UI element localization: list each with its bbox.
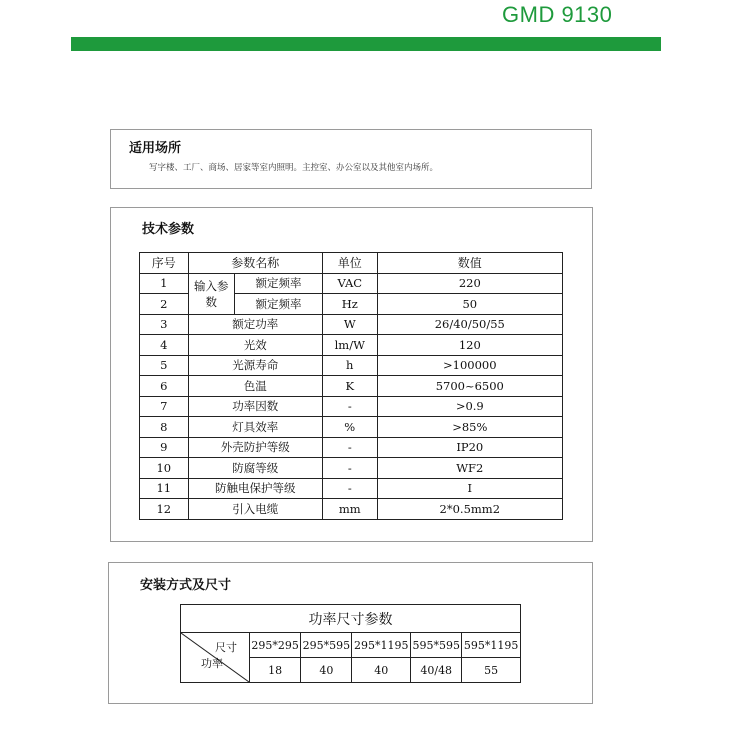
row-unit: lm/W: [322, 335, 377, 356]
size-cell: 595*595: [411, 633, 462, 658]
table-row: [140, 499, 563, 520]
row-value: >85%: [377, 417, 562, 438]
row-unit: -: [322, 458, 377, 479]
row-no: 6: [140, 376, 189, 397]
table-row: [140, 335, 563, 356]
power-size-title: 功率尺寸参数: [181, 605, 521, 633]
row-no: 9: [140, 437, 189, 458]
table-row: [140, 355, 563, 376]
row-unit: Hz: [322, 294, 377, 315]
row-name: 额定功率: [188, 314, 322, 335]
table-row: [140, 273, 563, 294]
row-no: 3: [140, 314, 189, 335]
table-row: [140, 437, 563, 458]
row-value: >100000: [377, 355, 562, 376]
row-no: 11: [140, 478, 189, 499]
row-unit: %: [322, 417, 377, 438]
row-name: 引入电缆: [188, 499, 322, 520]
row-value: WF2: [377, 458, 562, 479]
row-unit: mm: [322, 499, 377, 520]
row-no: 5: [140, 355, 189, 376]
header-value: 数值: [377, 253, 562, 274]
row-value: 2*0.5mm2: [377, 499, 562, 520]
row-no: 2: [140, 294, 189, 315]
install-title: 安装方式及尺寸: [140, 578, 232, 593]
corner-power-label: 功率: [201, 657, 223, 670]
row-unit: K: [322, 376, 377, 397]
row-unit: -: [322, 478, 377, 499]
row-name: 外壳防护等级: [188, 437, 322, 458]
row-value: >0.9: [377, 396, 562, 417]
row-name: 额定频率: [235, 273, 323, 294]
row-value: 220: [377, 273, 562, 294]
specs-title: 技术参数: [142, 222, 195, 237]
row-unit: -: [322, 437, 377, 458]
application-section: [110, 129, 592, 189]
row-no: 12: [140, 499, 189, 520]
row-value: IP20: [377, 437, 562, 458]
row-no: 8: [140, 417, 189, 438]
power-size-table: [180, 604, 521, 683]
table-row: [140, 417, 563, 438]
size-cell: 595*1195: [462, 633, 521, 658]
row-value: 5700~6500: [377, 376, 562, 397]
table-row: [140, 396, 563, 417]
specs-header-row: [140, 253, 563, 274]
row-unit: W: [322, 314, 377, 335]
row-value: 50: [377, 294, 562, 315]
row-no: 1: [140, 273, 189, 294]
row-name: 光效: [188, 335, 322, 356]
table-row: [140, 458, 563, 479]
size-cell: 295*1195: [352, 633, 411, 658]
power-cell: 40: [301, 658, 352, 683]
row-value: 26/40/50/55: [377, 314, 562, 335]
row-no: 7: [140, 396, 189, 417]
row-unit: h: [322, 355, 377, 376]
row-value: 120: [377, 335, 562, 356]
model-number: GMD 9130: [502, 2, 613, 27]
size-row: [181, 633, 521, 658]
row-unit: -: [322, 396, 377, 417]
header-unit: 单位: [322, 253, 377, 274]
header-accent-bar: [71, 37, 661, 51]
row-name: 防触电保护等级: [188, 478, 322, 499]
power-cell: 40: [352, 658, 411, 683]
row-name: 色温: [188, 376, 322, 397]
row-value: I: [377, 478, 562, 499]
size-cell: 295*295: [250, 633, 301, 658]
row-name: 功率因数: [188, 396, 322, 417]
application-title: 适用场所: [129, 141, 182, 156]
row-name: 光源寿命: [188, 355, 322, 376]
application-text: 写字楼、工厂、商场、居家等室内照明。主控室、办公室以及其他室内场所。: [149, 163, 439, 173]
power-cell: 40/48: [411, 658, 462, 683]
table-row: [140, 376, 563, 397]
table-row: [140, 314, 563, 335]
corner-size-label: 尺寸: [215, 641, 237, 654]
corner-diagonal-cell: [181, 633, 250, 683]
header-name: 参数名称: [188, 253, 322, 274]
header-no: 序号: [140, 253, 189, 274]
size-cell: 295*595: [301, 633, 352, 658]
row-name: 防腐等级: [188, 458, 322, 479]
table-row: [140, 478, 563, 499]
row-unit: VAC: [322, 273, 377, 294]
specs-table: [139, 252, 563, 520]
power-cell: 18: [250, 658, 301, 683]
row-name: 额定频率: [235, 294, 323, 315]
group-label: 输入参数: [188, 273, 235, 314]
row-name: 灯具效率: [188, 417, 322, 438]
power-cell: 55: [462, 658, 521, 683]
row-no: 4: [140, 335, 189, 356]
row-no: 10: [140, 458, 189, 479]
power-size-title-row: [181, 605, 521, 633]
